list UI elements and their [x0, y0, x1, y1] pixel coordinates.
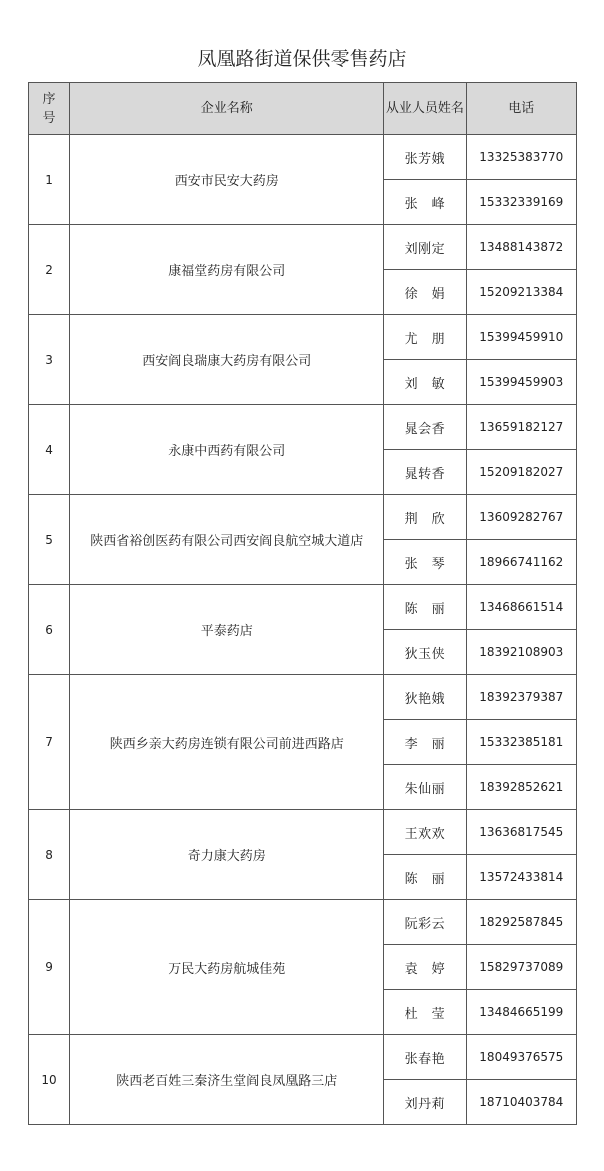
- phone-cell: 18966741162: [466, 540, 576, 585]
- table-row: [29, 810, 577, 855]
- company-name-cell: 奇力康大药房: [70, 810, 384, 900]
- staff-name-cell: 刘丹莉: [384, 1080, 466, 1125]
- serial-number-cell: 2: [29, 225, 70, 315]
- table-row: [29, 225, 577, 270]
- phone-cell: 15399459910: [466, 315, 576, 360]
- table-row: [29, 585, 577, 630]
- phone-cell: 18392379387: [466, 675, 576, 720]
- phone-cell: 13609282767: [466, 495, 576, 540]
- phone-cell: 18049376575: [466, 1035, 576, 1080]
- table-row: [29, 1035, 577, 1080]
- serial-number-cell: 9: [29, 900, 70, 1035]
- staff-name-cell: 晁转香: [384, 450, 466, 495]
- staff-name-cell: 陈 丽: [384, 855, 466, 900]
- phone-cell: 13572433814: [466, 855, 576, 900]
- phone-cell: 18392852621: [466, 765, 576, 810]
- serial-number-cell: 5: [29, 495, 70, 585]
- staff-name-cell: 杜 莹: [384, 990, 466, 1035]
- phone-cell: 18710403784: [466, 1080, 576, 1125]
- phone-cell: 15332385181: [466, 720, 576, 765]
- company-name-cell: 陕西老百姓三秦济生堂阎良凤凰路三店: [70, 1035, 384, 1125]
- phone-cell: 13468661514: [466, 585, 576, 630]
- header-staff-name: [384, 83, 466, 135]
- table-row: [29, 675, 577, 720]
- company-name-cell: 平泰药店: [70, 585, 384, 675]
- header-serial-number-label: 序号: [42, 91, 56, 126]
- staff-name-cell: 张 峰: [384, 180, 466, 225]
- phone-cell: 15209213384: [466, 270, 576, 315]
- staff-name-cell: 袁 婷: [384, 945, 466, 990]
- header-phone: 电话: [466, 83, 576, 135]
- header-company-name: 企业名称: [70, 83, 384, 135]
- header-serial-number: [29, 83, 70, 135]
- table-row: [29, 405, 577, 450]
- staff-name-cell: 阮彩云: [384, 900, 466, 945]
- company-name-cell: 康福堂药房有限公司: [70, 225, 384, 315]
- pharmacy-roster-table: [28, 82, 577, 1125]
- company-name-cell: 西安阎良瑞康大药房有限公司: [70, 315, 384, 405]
- staff-name-cell: 尤 朋: [384, 315, 466, 360]
- serial-number-cell: 1: [29, 135, 70, 225]
- staff-name-cell: 刘 敏: [384, 360, 466, 405]
- table-row: [29, 135, 577, 180]
- phone-cell: 15332339169: [466, 180, 576, 225]
- phone-cell: 13484665199: [466, 990, 576, 1035]
- staff-name-cell: 陈 丽: [384, 585, 466, 630]
- phone-cell: 15399459903: [466, 360, 576, 405]
- staff-name-cell: 李 丽: [384, 720, 466, 765]
- staff-name-cell: 荆 欣: [384, 495, 466, 540]
- staff-name-cell: 张春艳: [384, 1035, 466, 1080]
- serial-number-cell: 8: [29, 810, 70, 900]
- serial-number-cell: 7: [29, 675, 70, 810]
- company-name-cell: 万民大药房航城佳苑: [70, 900, 384, 1035]
- staff-name-cell: 狄玉侠: [384, 630, 466, 675]
- phone-cell: 15209182027: [466, 450, 576, 495]
- phone-cell: 18292587845: [466, 900, 576, 945]
- table-header: [29, 83, 577, 135]
- table-body: [29, 135, 577, 1125]
- phone-cell: 15829737089: [466, 945, 576, 990]
- table-row: [29, 315, 577, 360]
- staff-name-cell: 刘刚定: [384, 225, 466, 270]
- staff-name-cell: 朱仙丽: [384, 765, 466, 810]
- company-name-cell: 西安市民安大药房: [70, 135, 384, 225]
- serial-number-cell: 3: [29, 315, 70, 405]
- staff-name-cell: 王欢欢: [384, 810, 466, 855]
- page-title: 凤凰路街道保供零售药店: [197, 48, 407, 70]
- header-row: [29, 83, 577, 135]
- phone-cell: 18392108903: [466, 630, 576, 675]
- serial-number-cell: 4: [29, 405, 70, 495]
- staff-name-cell: 徐 娟: [384, 270, 466, 315]
- company-name-cell: 陕西乡亲大药房连锁有限公司前进西路店: [70, 675, 384, 810]
- serial-number-cell: 10: [29, 1035, 70, 1125]
- phone-cell: 13636817545: [466, 810, 576, 855]
- phone-cell: 13659182127: [466, 405, 576, 450]
- header-staff-name-label: 从业人员姓名: [385, 101, 464, 116]
- phone-cell: 13325383770: [466, 135, 576, 180]
- table-row: [29, 900, 577, 945]
- staff-name-cell: 晁会香: [384, 405, 466, 450]
- table-row: [29, 495, 577, 540]
- company-name-cell: 陕西省裕创医药有限公司西安阎良航空城大道店: [70, 495, 384, 585]
- staff-name-cell: 张芳娥: [384, 135, 466, 180]
- serial-number-cell: 6: [29, 585, 70, 675]
- phone-cell: 13488143872: [466, 225, 576, 270]
- staff-name-cell: 张 琴: [384, 540, 466, 585]
- staff-name-cell: 狄艳娥: [384, 675, 466, 720]
- company-name-cell: 永康中西药有限公司: [70, 405, 384, 495]
